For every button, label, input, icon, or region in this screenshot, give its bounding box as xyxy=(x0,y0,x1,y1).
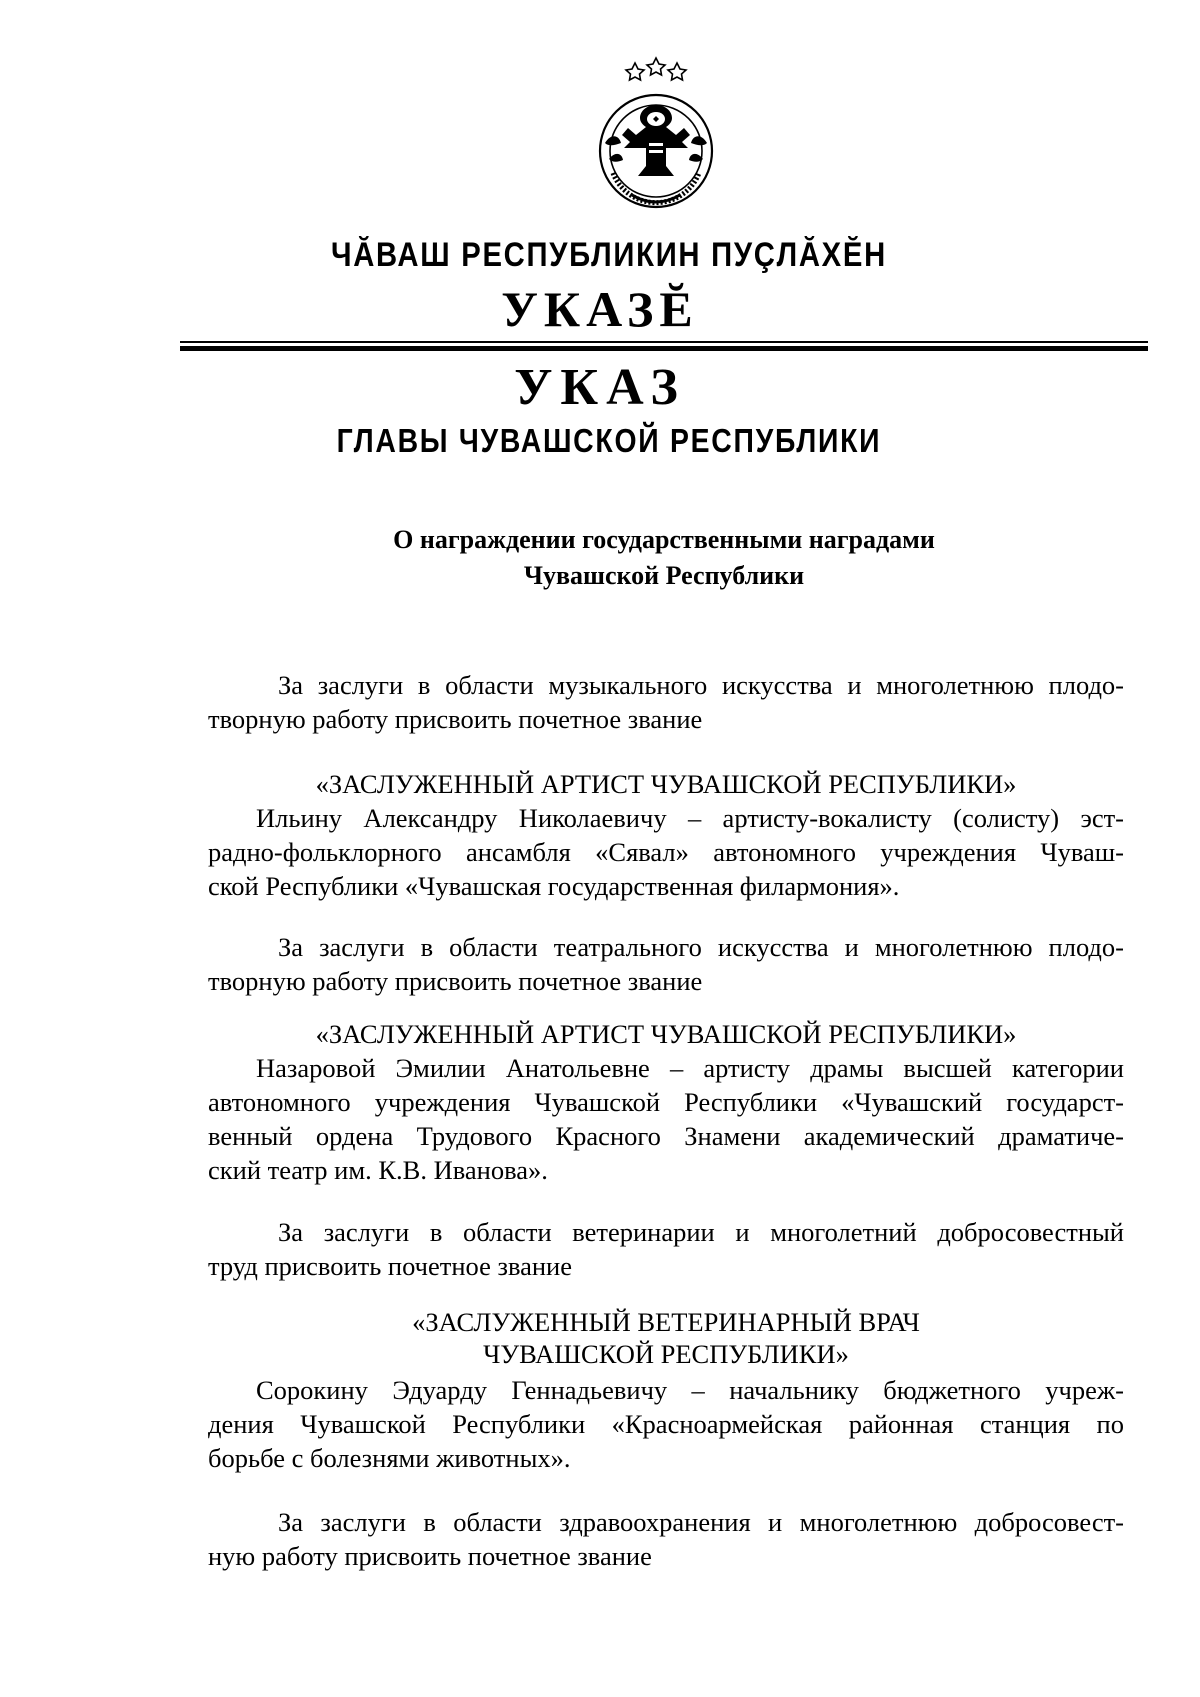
award-title: ЧУВАШСКОЙ РЕСПУБЛИКИ» xyxy=(483,1339,849,1369)
paragraph-line: За заслуги в области театрального искусства и многолетнюю плодо- xyxy=(278,932,1124,962)
paragraph-line: За заслуги в области ветеринарии и многолетний добросовестный xyxy=(278,1217,1124,1247)
paragraph-line: венный ордена Трудового Красного Знамени академический драматиче- xyxy=(208,1121,1124,1151)
paragraph-line: За заслуги в области музыкального искусства и многолетнюю плодо- xyxy=(278,670,1124,700)
paragraph-line: творную работу присвоить почетное звание xyxy=(208,966,703,996)
paragraph-line: дения Чувашской Республики «Красноармейская районная станция по xyxy=(208,1409,1124,1439)
paragraph-line: творную работу присвоить почетное звание xyxy=(208,704,703,734)
paragraph-line: ную работу присвоить почетное звание xyxy=(208,1541,652,1571)
paragraph-line: Назаровой Эмилии Анатольевне – артисту драмы высшей категории xyxy=(256,1053,1124,1083)
header-divider-thick xyxy=(180,346,1148,351)
paragraph-line: труд присвоить почетное звание xyxy=(208,1251,572,1281)
paragraph-line: автономного учреждения Чувашской Республики «Чувашский государст- xyxy=(208,1087,1124,1117)
decree-title-line: О награждении государственными наградами xyxy=(393,525,935,554)
russian-decree-word: УКАЗ xyxy=(514,359,686,416)
chuvash-coat-of-arms-icon xyxy=(597,55,715,215)
award-title: «ЗАСЛУЖЕННЫЙ АРТИСТ ЧУВАШСКОЙ РЕСПУБЛИКИ» xyxy=(315,769,1017,799)
paragraph-line: За заслуги в области здравоохранения и многолетнюю добросовест- xyxy=(278,1507,1124,1537)
paragraph-line: радно-фольклорного ансамбля «Сявал» автономного учреждения Чуваш- xyxy=(208,837,1124,867)
award-title: «ЗАСЛУЖЕННЫЙ ВЕТЕРИНАРНЫЙ ВРАЧ xyxy=(412,1307,920,1337)
paragraph-line: Ильину Александру Николаевичу – артисту-вокалисту (солисту) эст- xyxy=(256,803,1124,833)
award-title: «ЗАСЛУЖЕННЫЙ АРТИСТ ЧУВАШСКОЙ РЕСПУБЛИКИ» xyxy=(315,1019,1017,1049)
paragraph-line: ский театр им. К.В. Иванова». xyxy=(208,1155,548,1185)
paragraph-line: Сорокину Эдуарду Геннадьевичу – начальнику бюджетного учреж- xyxy=(256,1375,1124,1405)
header-divider-thin xyxy=(180,341,1148,343)
chuvash-header-title: ЧĂВАШ РЕСПУБЛИКИН ПУÇЛĂХĔН xyxy=(330,236,887,274)
chuvash-decree-word: УКАЗĔ xyxy=(501,281,699,337)
paragraph-line: ской Республики «Чувашская государственная филармония». xyxy=(208,871,900,901)
paragraph-line: борьбе с болезнями животных». xyxy=(208,1443,571,1473)
decree-title xyxy=(0,522,1200,594)
decree-title-line: Чувашской Республики xyxy=(523,561,805,590)
russian-header-title: ГЛАВЫ ЧУВАШСКОЙ РЕСПУБЛИКИ xyxy=(336,422,882,459)
